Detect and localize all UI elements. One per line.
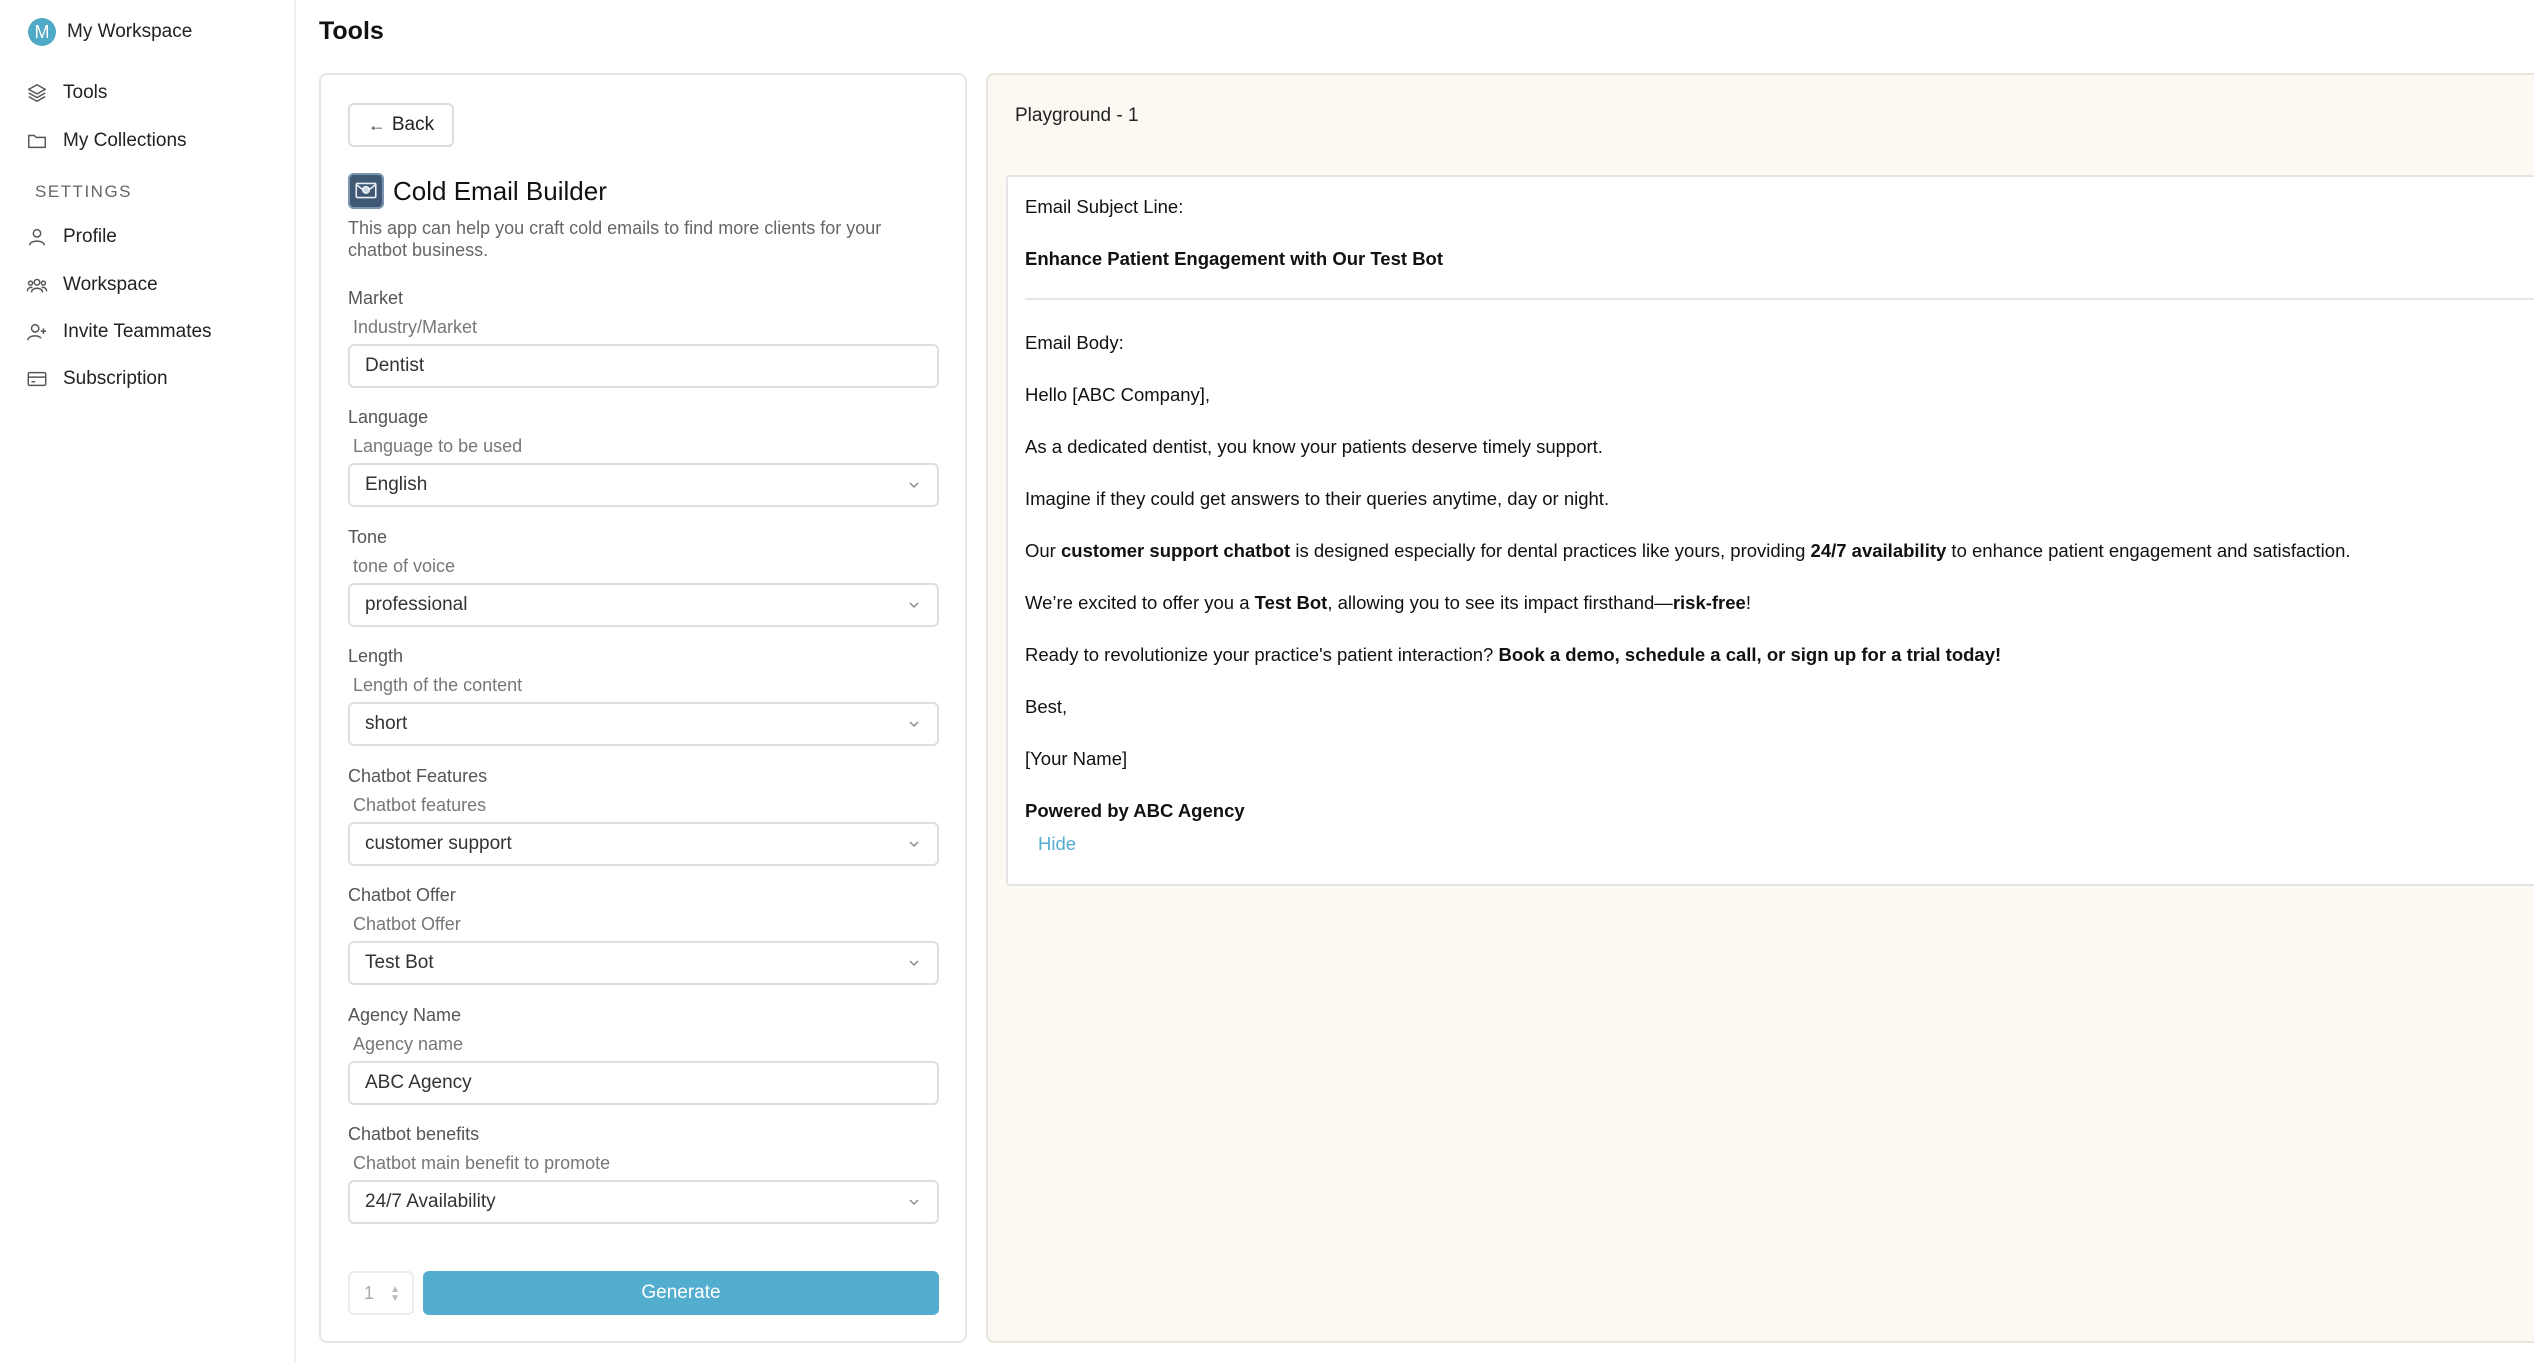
chatbot-benefits-value: 24/7 Availability (365, 1191, 496, 1212)
subject-label: Email Subject Line: (1025, 196, 1184, 217)
length-label: Length (348, 646, 404, 666)
generate-button[interactable]: Generate (423, 1271, 939, 1315)
chevron-down-icon (907, 478, 921, 492)
user-icon (26, 226, 48, 248)
agency-name-input[interactable]: ABC Agency (348, 1061, 939, 1105)
sidebar-item-label: Workspace (63, 274, 158, 295)
language-label: Language (348, 407, 429, 427)
playground-panel (986, 73, 2534, 1343)
back-button-label: Back (391, 114, 435, 135)
language-value: English (365, 474, 428, 495)
chatbot-features-value: customer support (365, 833, 512, 854)
sidebar-item-my-collections[interactable] (26, 130, 187, 152)
tone-value: professional (365, 594, 468, 615)
chatbot-offer-label: Chatbot Offer (348, 885, 456, 905)
length-select[interactable] (348, 702, 939, 746)
market-sublabel: Industry/Market (353, 317, 478, 337)
text-run: Ready to revolutionize your practice's patient interaction? (1025, 644, 1499, 665)
workspace-switcher[interactable] (28, 18, 192, 46)
chevron-down-icon (907, 1195, 921, 1209)
subject-text (1025, 248, 1443, 270)
body-line-3 (1025, 540, 2351, 562)
chatbot-features-label: Chatbot Features (348, 766, 488, 786)
length-value: short (365, 713, 408, 734)
sidebar-item-label: Subscription (63, 368, 168, 389)
bold-run: Test Bot (1254, 592, 1328, 613)
body-line-4 (1025, 592, 1751, 614)
sidebar-item-subscription[interactable] (26, 368, 168, 390)
workspace-avatar: M (28, 18, 56, 46)
sidebar-item-label: Invite Teammates (63, 321, 212, 342)
market-input[interactable]: Dentist (348, 344, 939, 388)
folder-icon (26, 130, 48, 152)
sidebar-item-label: Tools (63, 82, 108, 103)
app-header (348, 173, 607, 209)
body-label: Email Body: (1025, 332, 1124, 353)
hide-link[interactable]: Hide (1038, 833, 1077, 854)
user-plus-icon (26, 321, 48, 343)
chevron-down-icon (907, 956, 921, 970)
page-title: Tools (319, 17, 384, 45)
length-sublabel: Length of the content (353, 675, 523, 695)
chatbot-benefits-sublabel: Chatbot main benefit to promote (353, 1153, 611, 1173)
stepper-arrows-icon[interactable]: ▲ ▼ (390, 1284, 400, 1304)
text-run: to enhance patient engagement and satisfaction. (1946, 540, 2351, 561)
language-select[interactable] (348, 463, 939, 507)
app-description: This app can help you craft cold emails to find more clients for your chatbot business. (348, 218, 882, 260)
chevron-down-icon (907, 598, 921, 612)
text-run: is designed especially for dental practices like yours, providing (1290, 540, 1811, 561)
sidebar-item-workspace[interactable] (26, 274, 158, 296)
signoff: Best, (1025, 696, 1068, 717)
text-run: We’re excited to offer you a (1025, 592, 1255, 613)
text-run: ! (1745, 592, 1751, 613)
playground-title: Playground - 1 (1015, 105, 1139, 126)
layers-icon (26, 82, 48, 104)
text-run: Our (1025, 540, 1061, 561)
divider (1025, 298, 2534, 300)
chatbot-benefits-select[interactable] (348, 1180, 939, 1224)
body-line-5 (1025, 644, 2001, 666)
bold-run: 24/7 availability (1810, 540, 1947, 561)
chatbot-offer-sublabel: Chatbot Offer (353, 914, 461, 934)
market-label: Market (348, 288, 404, 308)
bold-run: risk-free (1672, 592, 1746, 613)
agency-name-label: Agency Name (348, 1005, 462, 1025)
sidebar-item-tools[interactable] (26, 82, 107, 104)
credit-card-icon (26, 368, 48, 390)
output-card (1006, 175, 2534, 886)
quantity-value: 1 (364, 1282, 375, 1303)
body-line-1: As a dedicated dentist, you know your patients deserve timely support. (1025, 436, 1603, 457)
team-icon (26, 274, 48, 296)
arrow-left-icon: ← (367, 114, 386, 135)
signature: [Your Name] (1025, 748, 1128, 769)
text-run: , allowing you to see its impact firsthand— (1327, 592, 1673, 613)
quantity-stepper[interactable] (348, 1271, 414, 1315)
greeting: Hello [ABC Company], (1025, 384, 1211, 405)
subject-bold: Enhance Patient Engagement with Our Test Bot (1025, 248, 1444, 269)
app-logo-icon (348, 173, 384, 209)
tone-sublabel: tone of voice (353, 556, 456, 576)
sidebar-item-label: My Collections (63, 130, 187, 151)
chatbot-offer-select[interactable] (348, 941, 939, 985)
body-line-2: Imagine if they could get answers to their queries anytime, day or night. (1025, 488, 1610, 509)
tone-select[interactable] (348, 583, 939, 627)
sidebar-item-label: Profile (63, 226, 117, 247)
sidebar-item-invite-teammates[interactable] (26, 321, 212, 343)
form-panel (319, 73, 967, 1343)
chatbot-offer-value: Test Bot (365, 952, 434, 973)
bold-run: customer support chatbot (1060, 540, 1291, 561)
settings-section-label: SETTINGS (35, 182, 133, 201)
agency-name-sublabel: Agency name (353, 1034, 464, 1054)
chevron-down-icon (907, 837, 921, 851)
chatbot-features-sublabel: Chatbot features (353, 795, 487, 815)
language-sublabel: Language to be used (353, 436, 523, 456)
chatbot-features-select[interactable] (348, 822, 939, 866)
chevron-down-icon (907, 717, 921, 731)
workspace-name: My Workspace (67, 21, 193, 42)
sidebar (0, 0, 296, 1362)
powered-by-bold: Powered by ABC Agency (1025, 800, 1245, 821)
back-button[interactable] (348, 103, 454, 147)
chatbot-benefits-label: Chatbot benefits (348, 1124, 480, 1144)
bold-run: Book a demo, schedule a call, or sign up for a trial today! (1498, 644, 2002, 665)
app-title: Cold Email Builder (393, 175, 607, 206)
tone-label: Tone (348, 527, 388, 547)
sidebar-item-profile[interactable] (26, 226, 117, 248)
powered-by (1025, 800, 1245, 822)
